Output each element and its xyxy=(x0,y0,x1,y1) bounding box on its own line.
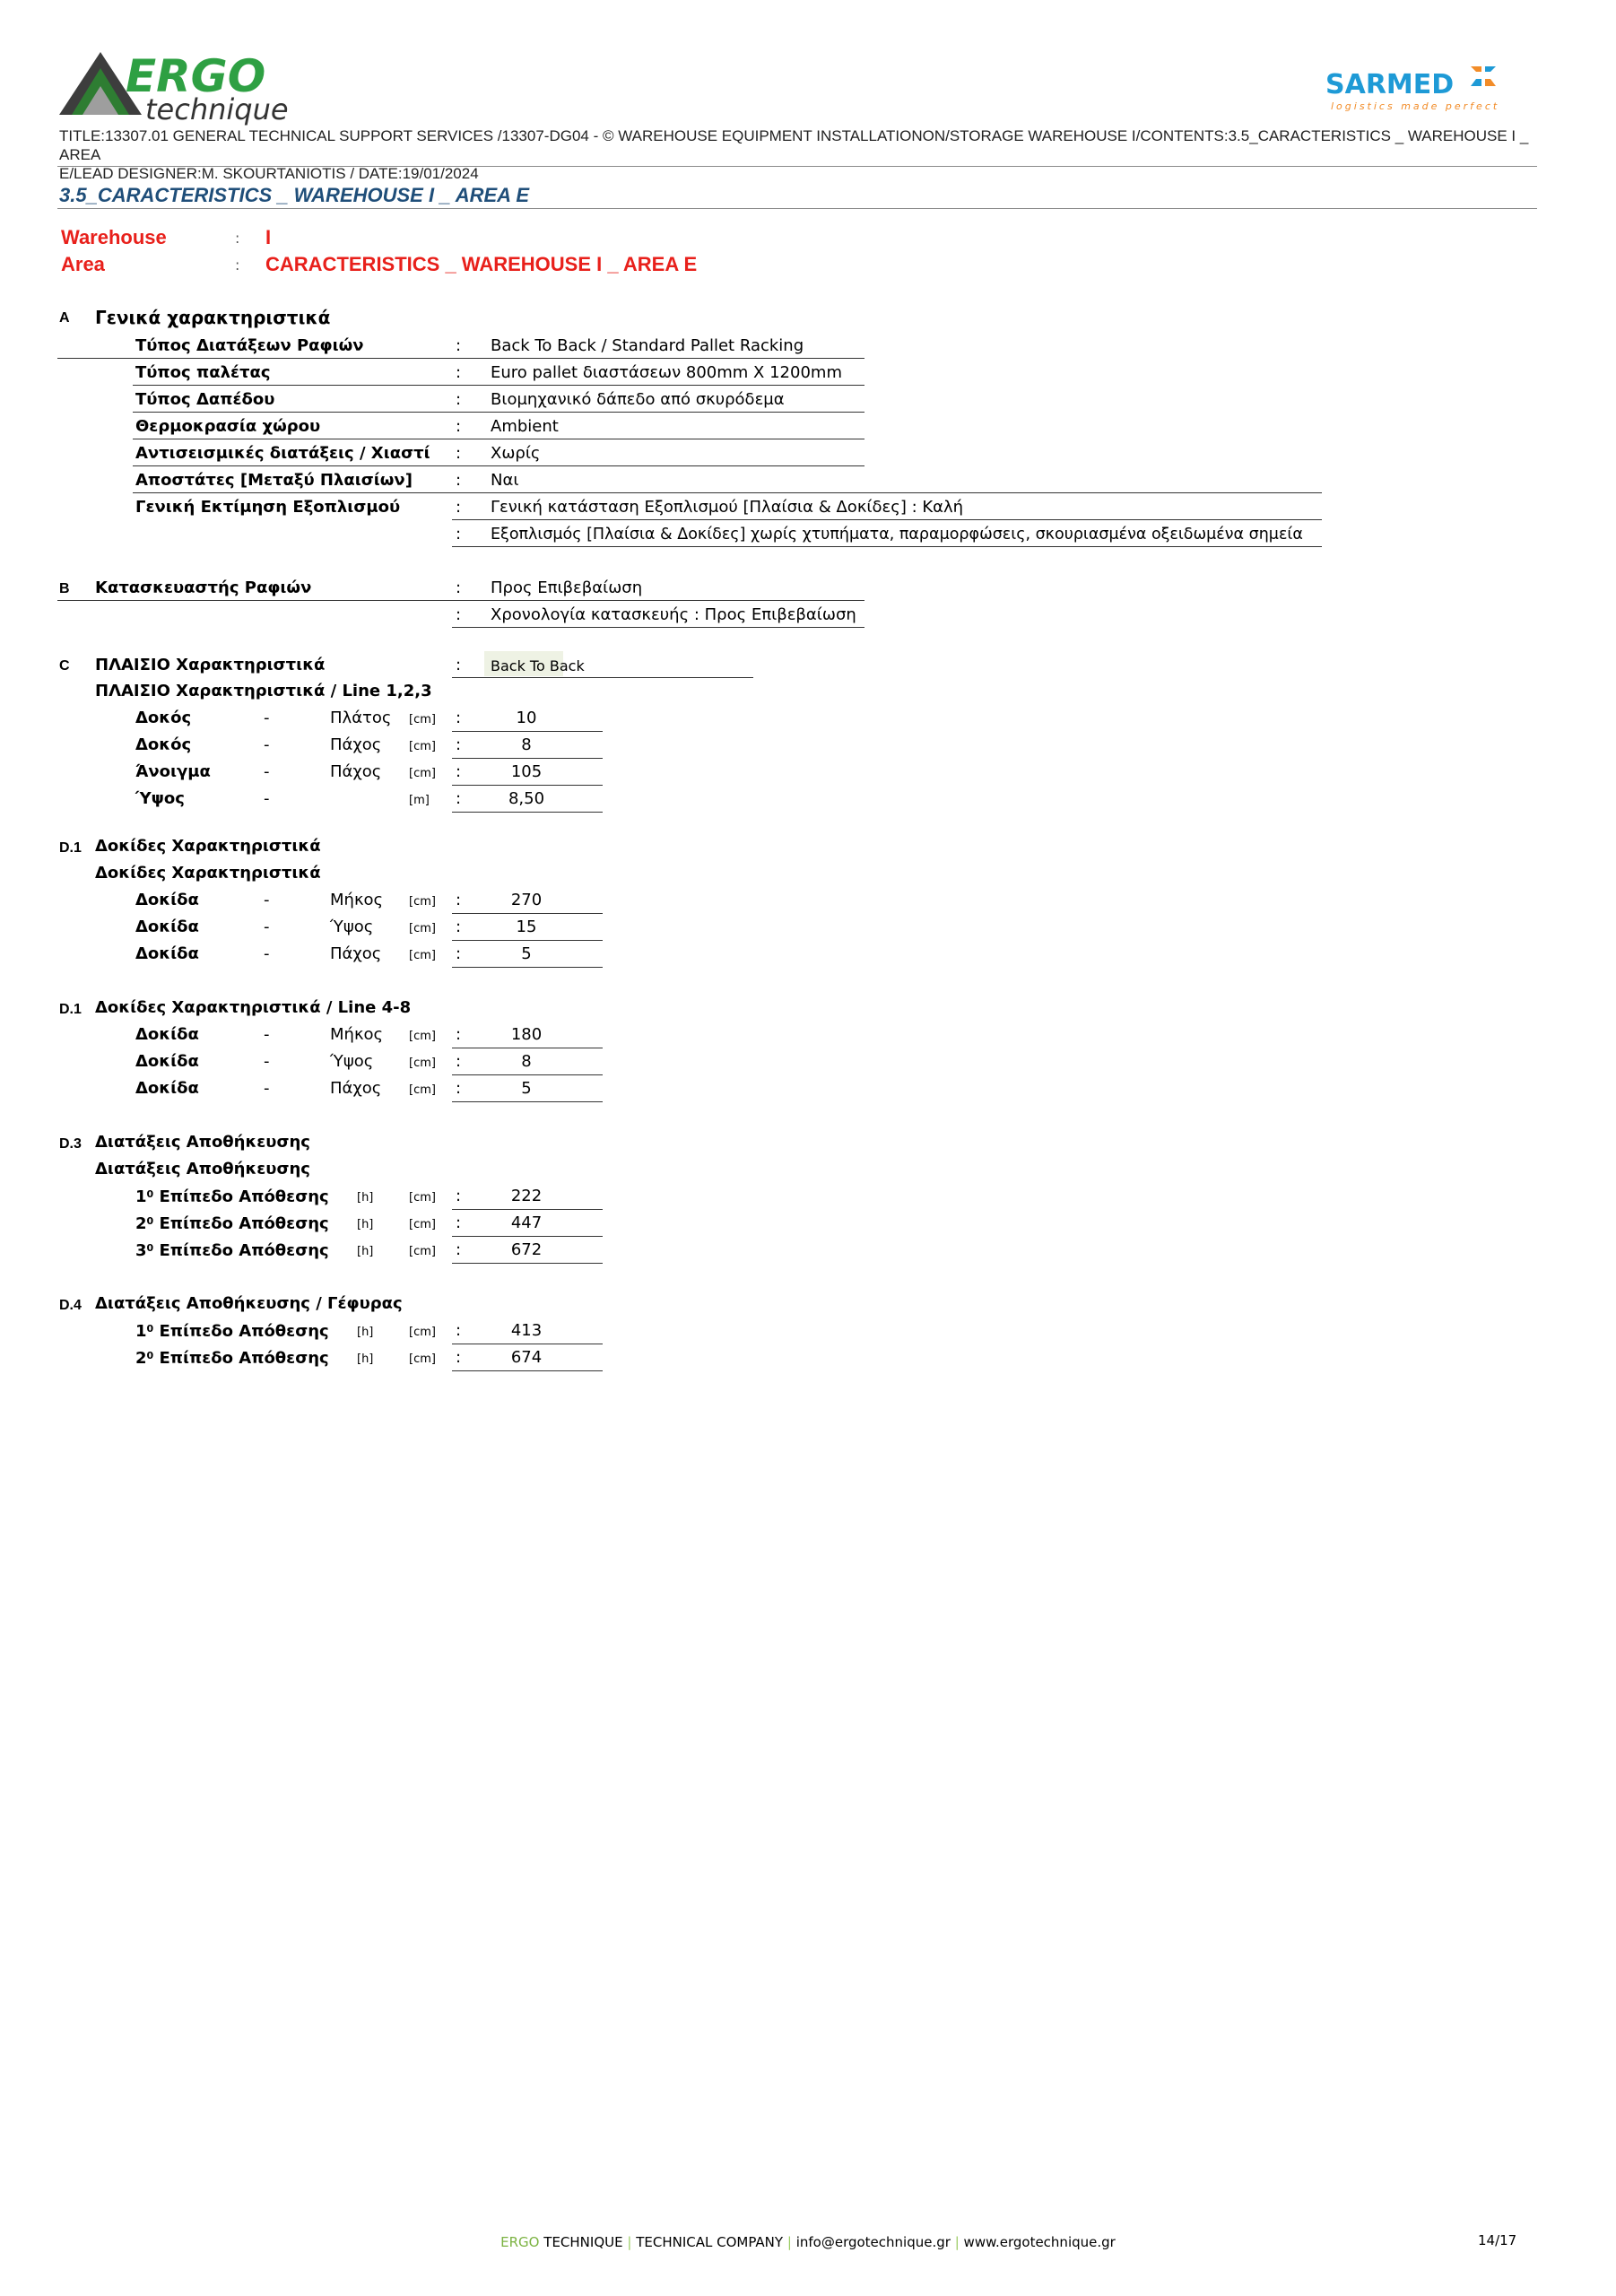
spec-row-unit: [m] xyxy=(409,794,430,807)
spec-row-value: 5 xyxy=(521,944,532,963)
row-divider xyxy=(57,600,864,601)
row-colon: : xyxy=(456,1052,462,1071)
spec-row-dim: Πάχος xyxy=(330,1079,382,1098)
section-a-row-value: Ambient xyxy=(491,417,559,436)
section-c-value: Back To Back xyxy=(491,657,585,674)
level-row-h: [h] xyxy=(357,1191,374,1205)
warehouse-label: Warehouse xyxy=(61,226,167,248)
spec-row-dash: - xyxy=(264,944,270,963)
section-d1b-title: Δοκίδες Χαρακτηριστικά / Line 4-8 xyxy=(95,998,412,1017)
level-row-value: 674 xyxy=(510,1348,543,1367)
spec-row-dash: - xyxy=(264,762,270,781)
section-c-letter: C xyxy=(59,658,70,674)
spec-row-unit: [cm] xyxy=(409,949,436,962)
row-colon: : xyxy=(456,709,462,727)
row-divider xyxy=(452,1101,603,1102)
section-b-letter: B xyxy=(59,581,70,596)
row-divider xyxy=(133,492,1322,493)
row-colon: : xyxy=(456,1348,462,1367)
row-divider xyxy=(452,1236,603,1237)
footer-separator: | xyxy=(627,2234,632,2250)
section-d1-subtitle: Δοκίδες Χαρακτηριστικά xyxy=(95,864,321,883)
level-row-value: 413 xyxy=(510,1321,543,1340)
row-colon: : xyxy=(456,1240,462,1259)
level-row-name: $1^0$ Επίπεδο Απόθεσης xyxy=(135,1322,329,1341)
spec-row-unit: [cm] xyxy=(409,1030,436,1043)
sarmed-logo xyxy=(1325,63,1514,117)
spec-row-unit: [cm] xyxy=(409,922,436,935)
row-divider xyxy=(452,546,1322,547)
level-row-h: [h] xyxy=(357,1352,374,1366)
section-d3-title: Διατάξεις Αποθήκευσης xyxy=(95,1133,310,1152)
spec-row-dash: - xyxy=(264,735,270,754)
sarmed-arrows-icon xyxy=(1471,66,1496,86)
spec-row-value: 5 xyxy=(521,1079,532,1098)
spec-row-dash: - xyxy=(264,1052,270,1071)
row-colon: : xyxy=(456,525,462,544)
footer-separator: | xyxy=(786,2234,792,2250)
area-colon: : xyxy=(235,257,240,274)
level-row-value: 222 xyxy=(510,1187,543,1205)
header-divider xyxy=(57,166,1537,167)
section-a-row-value: Back To Back / Standard Pallet Racking xyxy=(491,336,804,355)
section-a-row-value: Euro pallet διαστάσεων 800mm X 1200mm xyxy=(491,363,842,382)
spec-row-dash: - xyxy=(264,1025,270,1044)
row-colon: : xyxy=(456,578,462,597)
section-d1-title: Δοκίδες Χαρακτηριστικά xyxy=(95,837,321,856)
level-row-h: [h] xyxy=(357,1245,374,1258)
level-row-name: $2^0$ Επίπεδο Απόθεσης xyxy=(135,1214,329,1233)
spec-row-dim: Πάχος xyxy=(330,762,382,781)
section-d4-letter: D.4 xyxy=(59,1298,82,1313)
row-colon: : xyxy=(456,918,462,936)
section-b-row-value: Προς Επιβεβαίωση xyxy=(491,578,643,597)
spec-row-dim: Ύψος xyxy=(330,1052,374,1071)
row-colon: : xyxy=(456,1321,462,1340)
spec-row-dim: Ύψος xyxy=(330,918,374,936)
level-row-value: 672 xyxy=(510,1240,543,1259)
page-number: 14/17 xyxy=(1478,2232,1517,2248)
row-divider xyxy=(452,758,603,759)
title-divider xyxy=(57,208,1537,209)
ergo-logo-subtext: technique xyxy=(145,92,289,126)
sarmed-logo-text: SARMED xyxy=(1325,69,1455,100)
spec-row-dim: Πάχος xyxy=(330,944,382,963)
row-colon: : xyxy=(456,1025,462,1044)
spec-row-value: 10 xyxy=(516,709,537,727)
row-colon: : xyxy=(456,363,462,382)
row-divider xyxy=(452,913,603,914)
spec-row-name: Ύψος xyxy=(135,789,185,808)
row-colon: : xyxy=(456,891,462,909)
spec-row-value: 15 xyxy=(516,918,537,936)
level-row-unit: [cm] xyxy=(409,1191,436,1205)
row-colon: : xyxy=(456,1079,462,1098)
row-divider xyxy=(133,412,864,413)
spec-row-dash: - xyxy=(264,709,270,727)
spec-row-name: Δοκίδα xyxy=(135,1052,199,1071)
sarmed-tagline: logistics made perfect xyxy=(1331,100,1500,112)
level-row-name: $1^0$ Επίπεδο Απόθεσης xyxy=(135,1187,329,1206)
spec-row-value: 180 xyxy=(510,1025,543,1044)
section-a-row-label: Θερμοκρασία χώρου xyxy=(135,417,321,436)
spec-row-name: Δοκίδα xyxy=(135,944,199,963)
spec-row-unit: [cm] xyxy=(409,767,436,780)
spec-row-unit: [cm] xyxy=(409,713,436,726)
row-colon: : xyxy=(456,1187,462,1205)
spec-row-name: Δοκός xyxy=(135,709,192,727)
row-divider xyxy=(452,967,603,968)
row-colon: : xyxy=(456,762,462,781)
meta-line-2: E/LEAD DESIGNER:M. SKOURTANIOTIS / DATE:19/01/2024 xyxy=(59,165,479,182)
row-divider xyxy=(452,519,1322,520)
section-a-row-label: Αποστάτες [Μεταξύ Πλαισίων] xyxy=(135,471,413,490)
section-a-letter: A xyxy=(59,310,70,326)
row-divider xyxy=(452,785,603,786)
section-a-row-value: Χωρίς xyxy=(491,444,541,463)
section-d3-subtitle: Διατάξεις Αποθήκευσης xyxy=(95,1160,310,1178)
spec-row-name: Δοκίδα xyxy=(135,891,199,909)
spec-row-value: 270 xyxy=(510,891,543,909)
spec-row-dash: - xyxy=(264,1079,270,1098)
row-divider xyxy=(452,1209,603,1210)
page-footer xyxy=(0,2234,1616,2250)
section-a-row-label: Τύπος Διατάξεων Ραφιών xyxy=(135,336,364,355)
row-colon: : xyxy=(456,390,462,409)
row-divider xyxy=(452,1263,603,1264)
spec-row-value: 105 xyxy=(510,762,543,781)
row-colon: : xyxy=(456,498,462,517)
row-colon: : xyxy=(456,944,462,963)
spec-row-name: Δοκίδα xyxy=(135,1079,199,1098)
row-colon: : xyxy=(456,1213,462,1232)
section-title: 3.5_CARACTERISTICS _ WAREHOUSE I _ AREA E xyxy=(59,184,530,206)
row-divider xyxy=(133,465,864,466)
section-b-title: Κατασκευαστής Ραφιών xyxy=(95,578,312,597)
spec-row-dim: Μήκος xyxy=(330,891,384,909)
spec-row-value: 8 xyxy=(521,735,532,754)
row-colon: : xyxy=(456,336,462,355)
row-colon: : xyxy=(456,656,462,674)
row-divider xyxy=(452,1074,603,1075)
level-row-name: $2^0$ Επίπεδο Απόθεσης xyxy=(135,1349,329,1368)
spec-row-unit: [cm] xyxy=(409,740,436,753)
spec-row-dash: - xyxy=(264,918,270,936)
row-divider xyxy=(452,627,864,628)
ergo-logo-text: ERGO xyxy=(126,50,266,102)
spec-row-dim: Πάχος xyxy=(330,735,382,754)
row-divider xyxy=(452,812,603,813)
row-divider xyxy=(452,1370,603,1371)
section-a-row-label: Τύπος παλέτας xyxy=(135,363,271,382)
spec-row-dim: Μήκος xyxy=(330,1025,384,1044)
footer-website-link[interactable]: www.ergotechnique.gr xyxy=(963,2234,1116,2250)
spec-row-value: 8 xyxy=(521,1052,532,1071)
section-b-row-value: Χρονολογία κατασκευής : Προς Επιβεβαίωση xyxy=(491,605,856,624)
spec-row-unit: [cm] xyxy=(409,1057,436,1070)
footer-company: TECHNIQUE xyxy=(543,2234,623,2250)
warehouse-value: I xyxy=(265,226,272,248)
spec-row-name: Δοκίδα xyxy=(135,1025,199,1044)
section-d1-letter: D.1 xyxy=(59,840,82,856)
section-c-title: ΠΛΑΙΣΙΟ Χαρακτηριστικά xyxy=(95,656,326,674)
footer-email-link[interactable]: info@ergotechnique.gr xyxy=(795,2234,951,2250)
section-a-row-value: Γενική κατάσταση Εξοπλισμού [Πλαίσια & Δοκίδες] : Καλή xyxy=(491,498,964,517)
spec-row-dim: Πλάτος xyxy=(330,709,392,727)
level-row-h: [h] xyxy=(357,1218,374,1231)
row-colon: : xyxy=(456,789,462,808)
row-divider xyxy=(452,731,603,732)
section-d1b-letter: D.1 xyxy=(59,1002,82,1017)
section-a-row-label: Γενική Εκτίμηση Εξοπλισμού xyxy=(135,498,401,517)
footer-separator: | xyxy=(954,2234,960,2250)
spec-row-value: 8,50 xyxy=(508,789,545,808)
section-a-row-value: Βιομηχανικό δάπεδο από σκυρόδεμα xyxy=(491,390,785,409)
spec-row-name: Δοκός xyxy=(135,735,192,754)
level-row-name: $3^0$ Επίπεδο Απόθεσης xyxy=(135,1241,329,1260)
level-row-unit: [cm] xyxy=(409,1352,436,1366)
section-d4-title: Διατάξεις Αποθήκευσης / Γέφυρας xyxy=(95,1294,403,1313)
level-row-unit: [cm] xyxy=(409,1326,436,1339)
level-row-unit: [cm] xyxy=(409,1218,436,1231)
row-colon: : xyxy=(456,605,462,624)
row-colon: : xyxy=(456,735,462,754)
section-d3-letter: D.3 xyxy=(59,1136,82,1152)
spec-row-dash: - xyxy=(264,891,270,909)
spec-row-name: Δοκίδα xyxy=(135,918,199,936)
row-divider xyxy=(452,677,753,678)
ergo-technique-logo xyxy=(56,50,361,126)
footer-ergo: ERGO xyxy=(500,2234,540,2250)
section-a-row-value: Εξοπλισμός [Πλαίσια & Δοκίδες] χωρίς χτυπήματα, παραμορφώσεις, σκουριασμένα οξειδωμένα σημεία xyxy=(491,526,1303,544)
level-row-unit: [cm] xyxy=(409,1245,436,1258)
spec-row-name: Άνοιγμα xyxy=(135,762,211,781)
area-value: CARACTERISTICS _ WAREHOUSE I _ AREA E xyxy=(265,253,698,275)
row-colon: : xyxy=(456,444,462,463)
area-label: Area xyxy=(61,253,105,275)
meta-line-1: TITLE:13307.01 GENERAL TECHNICAL SUPPORT SERVICES /13307-DG04 - © WAREHOUSE EQUIPMENT INSTALLATIONON/STORAGE WAREHOUSE I/CONTENTS:3.5_CARACTERISTICS _ WAREHOUSE I _ AREA xyxy=(59,127,1529,163)
row-divider xyxy=(452,940,603,941)
document-meta xyxy=(59,126,1530,183)
section-a-row-label: Τύπος Δαπέδου xyxy=(135,390,275,409)
section-a-row-label: Αντισεισμικές διατάξεις / Χιαστί xyxy=(135,444,430,463)
level-row-h: [h] xyxy=(357,1326,374,1339)
footer-tagline: TECHNICAL COMPANY xyxy=(636,2234,784,2250)
section-a-title: Γενικά χαρακτηριστικά xyxy=(95,307,331,328)
spec-row-dash: - xyxy=(264,789,270,808)
section-c-subtitle: ΠΛΑΙΣΙΟ Χαρακτηριστικά / Line 1,2,3 xyxy=(95,682,432,700)
spec-row-unit: [cm] xyxy=(409,1083,436,1097)
spec-row-unit: [cm] xyxy=(409,895,436,909)
row-colon: : xyxy=(456,417,462,436)
warehouse-colon: : xyxy=(235,230,240,247)
row-divider xyxy=(133,385,864,386)
row-divider xyxy=(57,358,864,359)
section-a-row-value: Ναι xyxy=(491,471,519,490)
level-row-value: 447 xyxy=(510,1213,543,1232)
row-colon: : xyxy=(456,471,462,490)
